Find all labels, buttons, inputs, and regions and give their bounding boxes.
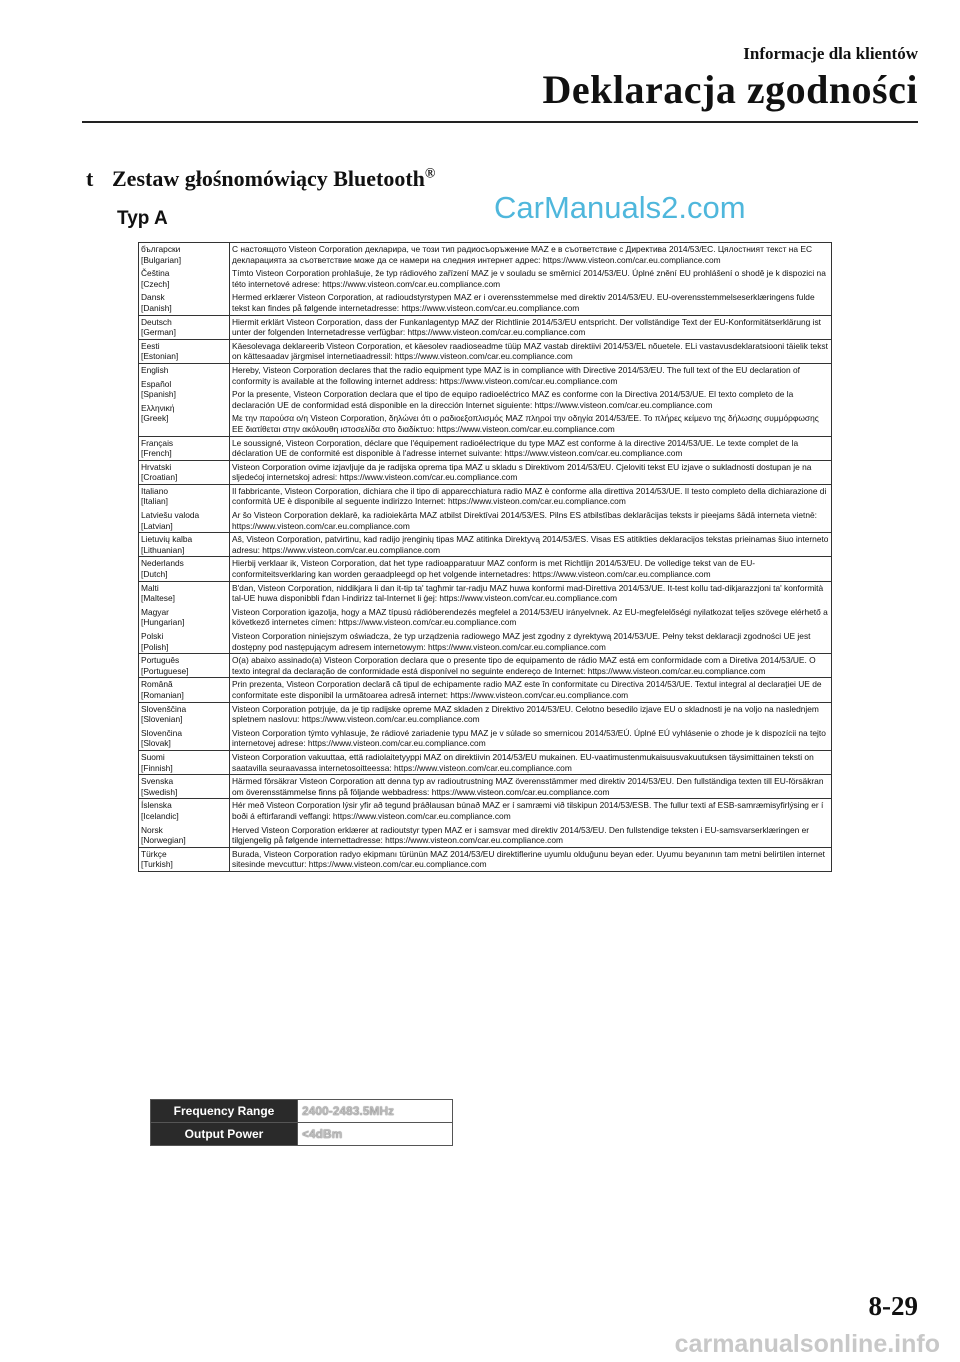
declaration-row: [139, 750, 832, 774]
language-cell: [139, 750, 230, 774]
declaration-text: Tímto Visteon Corporation prohlašuje, že typ rádiového zařízení MAZ je v souladu se směrnicí 2014/53/EU. Úplné znění EU prohlášení o shodě je k dispozici na této internetové adrese: https://www.visteon.com/car.eu.compliance.com: [232, 268, 826, 289]
site-watermark: carmanualsonline.info: [674, 1330, 940, 1358]
type-label: Typ A: [117, 208, 168, 229]
declaration-text-cell: [230, 460, 832, 484]
language-name: Türkçe [Turkish]: [141, 848, 173, 870]
heading-bullet: t: [86, 166, 94, 191]
declaration-text-cell: [230, 315, 832, 339]
language-cell: [139, 557, 230, 581]
declaration-text-cell: [230, 654, 832, 678]
spec-value: 2400-2483.5MHz: [298, 1100, 453, 1123]
declaration-row: [139, 315, 832, 339]
declaration-text: Prin prezenta, Visteon Corporation declară că tipul de echipamente radio MAZ este în conformitate cu Directiva 2014/53/UE. Textul integral al declarației UE de conformitate este disponibil la următoarea adresă internet: https://www.visteon.com/car.eu.compliance.com: [232, 679, 822, 700]
declaration-row: [139, 533, 832, 557]
declaration-text: Herved Visteon Corporation erklærer at radioutstyr typen MAZ er i samsvar med direktiv 2014/53/EU. Den fullstendige teksten i EU-samsvarserklæringen er tilgjengelig på følgende internettadresse: https://www.visteon.com/car.eu.compliance.com: [232, 824, 810, 846]
spec-value: <4dBm: [298, 1123, 453, 1146]
language-name: English: [141, 364, 169, 375]
declaration-text: Hermed erklærer Visteon Corporation, at radioudstyrstypen MAZ er i overensstemmelse med direktiv 2014/53/EU. EU-overensstemmelseserklæringens fulde tekst kan findes på følgende internetadresse: https://www.visteon.com/car.eu.compliance.com: [232, 292, 815, 313]
declaration-text: Le soussigné, Visteon Corporation, déclare que l'équipement radioélectrique du type MAZ est conforme à la directive 2014/53/UE. Le texte complet de la déclaration UE de conformité est disponible à l'adresse internet suivante: https://www.visteon.com/car.eu.compliance.com: [232, 437, 799, 459]
declaration-text-cell: [230, 678, 832, 702]
declaration-row: [139, 847, 832, 871]
language-name: Ελληνική [Greek]: [141, 402, 175, 424]
declaration-text: Hereby, Visteon Corporation declares that the radio equipment type MAZ is in compliance with Directive 2014/53/EU. The full text of the EU declaration of conformity is available at the following internet address: https://www.visteon.com/car.eu.compliance.com: [232, 364, 800, 386]
language-name: Eesti [Estonian]: [141, 340, 179, 362]
declaration-text-cell: [230, 581, 832, 654]
declaration-text-cell: [230, 557, 832, 581]
declaration-text: Hiermit erklärt Visteon Corporation, dass der Funkanlagentyp MAZ der Richtlinie 2014/53/EU entspricht. Der vollständige Text der EU-Konformitätserklärung ist unter der folgenden Internetadresse verfügbar: https://www.visteon.com/car.eu.compliance.com: [232, 316, 821, 338]
declaration-text: Visteon Corporation týmto vyhlasuje, že rádiové zariadenie typu MAZ je v súlade so smernicou 2014/53/EÚ. Úplné EÚ vyhlásenie o zhode je k dispozícii na tejto internetovej adrese: https://www.visteon.com/car.eu.compliance.com: [232, 727, 826, 749]
declaration-text-cell: [230, 436, 832, 460]
language-name: Português [Portuguese]: [141, 655, 189, 676]
language-cell: [139, 581, 230, 654]
declaration-text: Käesolevaga deklareerib Visteon Corporation, et käesolev raadioseadme tüüp MAZ vastab direktiivi 2014/53/EL nõuetele. ELi vastavusdeklaratsiooni täielik tekst on kättesaadav järgmisel internetiaadressil: https://www.visteon.com/car.eu.compliance.com: [232, 340, 828, 362]
language-cell: [139, 315, 230, 339]
language-cell: [139, 847, 230, 871]
header-section-label: Informacje dla klientów: [743, 44, 918, 63]
language-cell: [139, 363, 230, 436]
declaration-text: Härmed försäkrar Visteon Corporation att denna typ av radioutrustning MAZ överensstämmer med direktiv 2014/53/EU. Den fullständiga texten till EU-försäkran om överensstämmelse finns på följande webbadress: https://www.visteon.com/car.eu.compliance.com: [232, 776, 824, 797]
declaration-text: Il fabbricante, Visteon Corporation, dichiara che il tipo di apparecchiatura radio MAZ è conforme alla direttiva 2014/53/UE. Il testo completo della dichiarazione di conformità UE è disponibile al seguente indirizzo Internet: https://www.visteon.com/car.eu.compliance.com: [232, 485, 827, 507]
language-cell: [139, 460, 230, 484]
declaration-table-body: [139, 243, 832, 872]
language-name: Malti [Maltese]: [141, 582, 175, 604]
declaration-row: [139, 581, 832, 654]
language-cell: [139, 243, 230, 316]
language-name: български [Bulgarian]: [141, 244, 182, 265]
language-cell: [139, 484, 230, 532]
declaration-text: Aš, Visteon Corporation, patvirtinu, kad radijo įrenginių tipas MAZ atitinka Direktyvą 2014/53/ES. Visas ES atitikties deklaracijos tekstas prieinamas šiuo interneto adresu: https://www.visteon.com/car.eu.compliance.com: [232, 534, 829, 555]
declaration-text: Visteon Corporation niniejszym oświadcza, że typ urządzenia radiowego MAZ jest zgodny z dyrektywą 2014/53/UE. Pełny tekst deklaracji zgodności UE jest dostępny pod następującym adresem internetowym: https://www.visteon.com/car.eu.compliance.com: [232, 631, 811, 652]
declaration-text-cell: [230, 484, 832, 532]
spec-label: Frequency Range: [151, 1100, 298, 1123]
spec-label: Output Power: [151, 1123, 298, 1146]
declaration-text: Visteon Corporation igazolja, hogy a MAZ típusú rádióberendezés megfelel a 2014/53/EU irányelvnek. Az EU-megfelelőségi nyilatkozat teljes szövege elérhető a következő internetes címen: https://www.visteon.com/car.eu.compliance.com: [232, 606, 828, 628]
declaration-text-cell: [230, 339, 832, 363]
language-cell: [139, 702, 230, 750]
language-cell: [139, 799, 230, 847]
spec-row: [151, 1100, 453, 1123]
language-name: Čeština [Czech]: [141, 268, 170, 289]
language-name: Română [Romanian]: [141, 679, 184, 700]
declaration-text-cell: [230, 799, 832, 847]
language-cell: [139, 533, 230, 557]
language-name: Slovenščina [Slovenian]: [141, 703, 187, 725]
language-name: Magyar [Hungarian]: [141, 606, 185, 628]
spec-row: [151, 1123, 453, 1146]
declaration-text: Hierbij verklaar ik, Visteon Corporation, dat het type radioapparatuur MAZ conform is met Richtlijn 2014/53/EU. De volledige tekst van de EU-conformiteitsverklaring kan worden geraadpleegd op het volgende internetadres: https://www.visteon.com/car.eu.compliance.com: [232, 558, 756, 580]
declaration-text: С настоящото Visteon Corporation декларира, че този тип радиосъоръжение MAZ е в съответствие с Директива 2014/53/ЕС. Цялостният текст на ЕС декларацията за съответствие може да се намери на следния интернет адрес: https://www.visteon.com/car.eu.compliance.com: [232, 244, 812, 265]
registered-mark: ®: [424, 166, 436, 182]
declaration-row: [139, 557, 832, 581]
declaration-row: [139, 363, 832, 436]
language-cell: [139, 654, 230, 678]
language-name: Hrvatski [Croatian]: [141, 461, 178, 483]
declaration-text-cell: [230, 847, 832, 871]
declaration-text-cell: [230, 702, 832, 750]
language-name: Dansk [Danish]: [141, 292, 172, 313]
page-number: 8-29: [868, 1291, 918, 1321]
language-name: Nederlands [Dutch]: [141, 558, 184, 580]
header-rule: [82, 121, 918, 123]
language-cell: [139, 678, 230, 702]
spec-table: [150, 1099, 453, 1146]
language-cell: [139, 339, 230, 363]
declaration-text: Hér með Visteon Corporation lýsir yfir að tegund þráðlausan búnað MAZ er í samræmi við tilskipun 2014/53/ESB. The fullur texti af ESB-samræmisyfirlýsing er í boði á eftirfarandi veffangi: https://www.visteon.com/car.eu.compliance.com: [232, 800, 824, 821]
declaration-row: [139, 775, 832, 799]
heading-text: Zestaw głośnomówiący Bluetooth: [112, 166, 425, 191]
language-name: Slovenčina [Slovak]: [141, 727, 182, 749]
declaration-row: [139, 702, 832, 750]
language-name: Deutsch [German]: [141, 316, 176, 338]
declaration-text: Por la presente, Visteon Corporation declara que el tipo de equipo radioeléctrico MAZ es conforme con la Directiva 2014/53/UE. El texto completo de la declaración UE de conformidad está disponible en la dirección Internet siguiente: https://www.visteon.com/car.eu.compliance.com: [232, 389, 794, 410]
declaration-text: Με την παρούσα ο/η Visteon Corporation, δηλώνει ότι ο ραδιοεξοπλισμός MAZ πληροί την οδηγία 2014/53/ΕΕ. Το πλήρες κείμενο της δήλωσης συμμόρφωσης ΕΕ διατίθεται στην ακόλουθη ιστοσελίδα στο διαδίκτυο: https://www.visteon.com/car.eu.compliance.com: [232, 413, 819, 434]
header-title: Deklaracja zgodności: [542, 67, 918, 112]
declaration-table: [138, 242, 832, 872]
language-name: Norsk [Norwegian]: [141, 824, 186, 846]
declaration-text-cell: [230, 363, 832, 436]
language-name: Español [Spanish]: [141, 378, 176, 400]
declaration-text: Ar šo Visteon Corporation deklarē, ka radioiekārta MAZ atbilst Direktīvai 2014/53/ES. Pilns ES atbilstības deklarācijas teksts ir pieejams šādā interneta vietnē: https://www.visteon.com/car.eu.compliance.com: [232, 510, 817, 531]
declaration-text-cell: [230, 243, 832, 316]
declaration-text: Visteon Corporation ovime izjavljuje da je radijska oprema tipa MAZ u skladu s Direktivom 2014/53/EU. Cjeloviti tekst EU izjave o sukladnosti dostupan je na sljedećoj internetskoj adresi: https://www.visteon.com/car.eu.compliance.com: [232, 461, 812, 483]
declaration-text: Visteon Corporation vakuuttaa, että radiolaitetyyppi MAZ on direktiivin 2014/53/EU mukainen. EU-vaatimustenmukaisuusvakuutuksen täysimittainen teksti on saatavilla seuraavassa internetosoitteessa: https://www.visteon.com/car.eu.compliance.com: [232, 751, 814, 773]
language-name: Íslenska [Icelandic]: [141, 800, 179, 821]
declaration-row: [139, 799, 832, 847]
language-name: Lietuvių kalba [Lithuanian]: [141, 534, 193, 555]
declaration-row: [139, 460, 832, 484]
declaration-text: O(a) abaixo assinado(a) Visteon Corporation declara que o presente tipo de equipamento de rádio MAZ está em conformidade com a Diretiva 2014/53/UE. O texto integral da declaração de conformidade está disponível no seguinte endereço de Internet: https://www.visteon.com/car.eu.compliance.com: [232, 655, 816, 676]
language-name: Suomi [Finnish]: [141, 751, 173, 773]
language-name: Svenska [Swedish]: [141, 776, 178, 797]
language-name: Latviešu valoda [Latvian]: [141, 510, 200, 531]
declaration-text-cell: [230, 533, 832, 557]
declaration-text-cell: [230, 750, 832, 774]
declaration-row: [139, 339, 832, 363]
section-heading: [86, 166, 435, 192]
declaration-row: [139, 436, 832, 460]
declaration-text: Visteon Corporation potrjuje, da je tip radijske opreme MAZ skladen z Direktivo 2014/53/EU. Celotno besedilo izjave EU o skladnosti je na voljo na naslednjem spletnem naslovu: https://www.visteon.com/car.eu.compliance.com: [232, 703, 819, 725]
watermark: CarManuals2.com: [494, 190, 746, 225]
declaration-text: B'dan, Visteon Corporation, niddikjara li dan it-tip ta' tagħmir tar-radju MAZ huwa konformi mad-Direttiva 2014/53/UE. It-test kollu tad-dikjarazzjoni ta' konformità tal-UE huwa disponibbli f'dan l-indirizz tal-Internet li ġej: https://www.visteon.com/car.eu.compliance.com: [232, 582, 824, 604]
language-name: Italiano [Italian]: [141, 485, 169, 507]
declaration-row: [139, 484, 832, 532]
language-cell: [139, 775, 230, 799]
language-name: Polski [Polish]: [141, 631, 169, 652]
declaration-row: [139, 243, 832, 316]
declaration-text-cell: [230, 775, 832, 799]
declaration-row: [139, 654, 832, 678]
declaration-text: Burada, Visteon Corporation radyo ekipmanı türünün MAZ 2014/53/EU direktiflerine uyumlu olduğunu beyan eder. Uyumu beyanının tam metni belirtilen internet sitesinde mevcuttur: https://www.visteon.com/car.eu.compliance.com: [232, 848, 825, 870]
language-name: Français [French]: [141, 437, 174, 459]
language-cell: [139, 436, 230, 460]
declaration-row: [139, 678, 832, 702]
